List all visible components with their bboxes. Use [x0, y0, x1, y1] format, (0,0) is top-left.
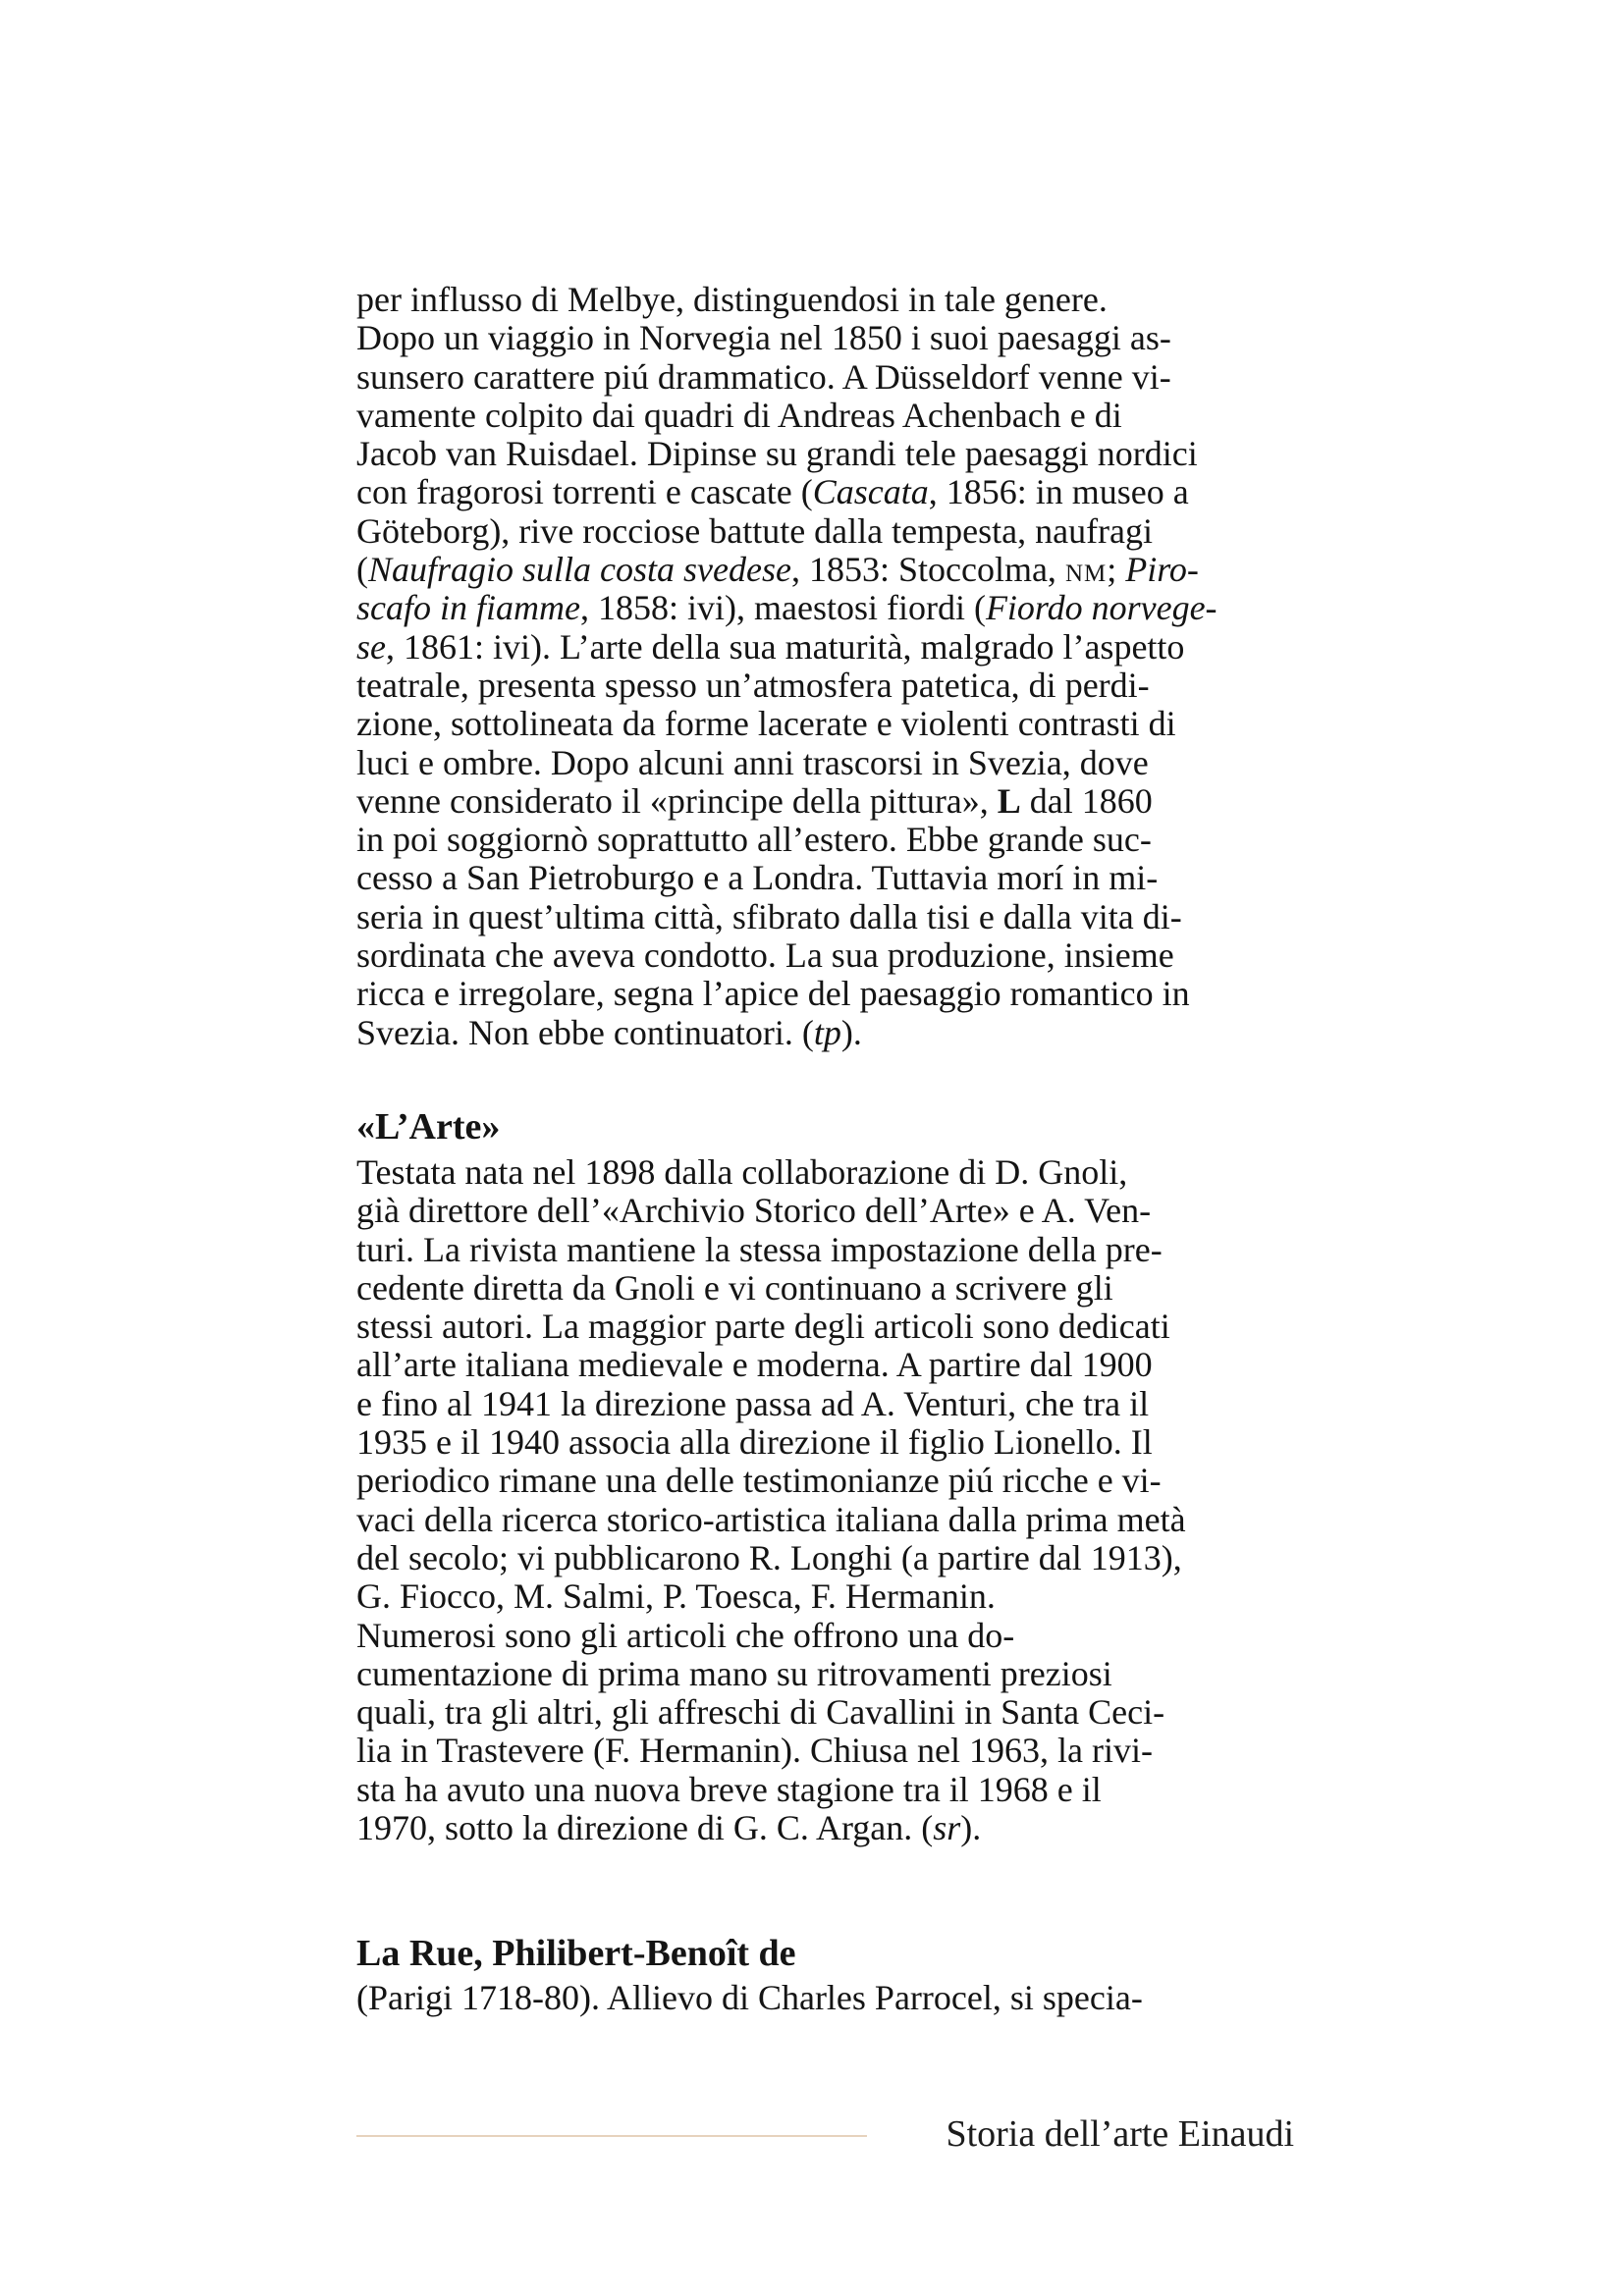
text-line: turi. La rivista mantiene la stessa impostazione della pre-	[356, 1229, 1163, 1269]
entry-heading: La Rue, Philibert-Benoît de	[356, 1933, 796, 1974]
text-line: , 1861: ivi). L’arte della sua maturità, malgrado l’aspetto	[386, 626, 1185, 667]
text-line: venne considerato il «principe della pittura»,	[356, 780, 998, 821]
entry-body-larue	[356, 1979, 1296, 2017]
text-line: sta ha avuto una nuova breve stagione tra il 1968 e il	[356, 1769, 1102, 1809]
text-line: , 1858: ivi), maestosi fiordi (	[579, 588, 986, 628]
text-line: ricca e irregolare, segna l’apice del paesaggio romantico in	[356, 974, 1190, 1014]
entry-heading-larte	[356, 1105, 1296, 1148]
text-line: 1935 e il 1940 associa alla direzione il figlio Lionello. Il	[356, 1422, 1153, 1463]
text-line: seria in quest’ultima città, sfibrato dalla tisi e dalla vita di-	[356, 896, 1182, 936]
text-line: , 1856: in museo a	[928, 472, 1189, 512]
text-line: sunsero carattere piú drammatico. A Düsseldorf venne vi-	[356, 356, 1171, 397]
entry-continuation-body	[356, 281, 1296, 1052]
author-initials: tp	[813, 1012, 841, 1052]
text-line: ).	[960, 1808, 982, 1848]
text-line: sordinata che aveva condotto. La sua produzione, insieme	[356, 935, 1174, 976]
text-line: (	[356, 550, 368, 590]
text-line: quali, tra gli altri, gli affreschi di Cavallini in Santa Ceci-	[356, 1692, 1165, 1733]
artwork-title: se	[356, 626, 386, 667]
entry-larue-body	[356, 1979, 1296, 2017]
artwork-title: Fiordo norvege-	[985, 588, 1217, 628]
text-line: dal 1860	[1020, 780, 1153, 821]
text-line: del secolo; vi pubblicarono R. Longhi (a partire dal 1913),	[356, 1537, 1182, 1577]
text-line: Göteborg), rive rocciose battute dalla tempesta, naufragi	[356, 510, 1154, 551]
entry-continuation	[356, 281, 1296, 1052]
footer-rule	[356, 2135, 867, 2137]
text-line: cesso a San Pietroburgo e a Londra. Tuttavia morí in mi-	[356, 858, 1159, 898]
entry-heading-larue	[356, 1932, 1296, 1975]
text-line: cedente diretta da Gnoli e vi continuano a scrivere gli	[356, 1267, 1113, 1308]
text-line: Numerosi sono gli articoli che offrono una do-	[356, 1615, 1015, 1655]
museum-abbreviation: nm	[1064, 550, 1108, 590]
text-line: periodico rimane una delle testimonianze piú ricche e vi-	[356, 1461, 1162, 1501]
text-line: zione, sottolineata da forme lacerate e violenti contrasti di	[356, 704, 1176, 744]
entry-larte-body	[356, 1153, 1296, 1847]
entry-heading: «L’Arte»	[356, 1106, 501, 1148]
text-line: lia in Trastevere (F. Hermanin). Chiusa nel 1963, la rivi-	[356, 1731, 1153, 1771]
text-line: Svezia. Non ebbe continuatori. (	[356, 1012, 814, 1052]
text-line: e fino al 1941 la direzione passa ad A. Venturi, che tra il	[356, 1383, 1150, 1423]
text-line: all’arte italiana medievale e moderna. A partire dal 1900	[356, 1345, 1153, 1385]
text-line: ).	[840, 1012, 862, 1052]
text-line: luci e ombre. Dopo alcuni anni trascorsi in Svezia, dove	[356, 742, 1149, 782]
artwork-title: scafo in fiamme	[356, 588, 580, 628]
text-line: già direttore dell’«Archivio Storico dell’Arte» e A. Ven-	[356, 1191, 1152, 1231]
text-line: teatrale, presenta spesso un’atmosfera patetica, di perdi-	[356, 665, 1150, 705]
text-line: 1970, sotto la direzione di G. C. Argan. (	[356, 1808, 934, 1848]
text-line: stessi autori. La maggior parte degli articoli sono dedicati	[356, 1307, 1170, 1347]
text-line: in poi soggiornò soprattutto all’estero. Ebbe grande suc-	[356, 820, 1152, 860]
text-line: con fragorosi torrenti e cascate (	[356, 472, 813, 512]
text-line: , 1853: Stoccolma,	[790, 550, 1065, 590]
text-line: cumentazione di prima mano su ritrovamenti preziosi	[356, 1653, 1112, 1693]
author-initials: sr	[933, 1808, 961, 1848]
entry-body-larte	[356, 1153, 1296, 1847]
footer-publication-title: Storia dell’arte Einaudi	[946, 2113, 1294, 2155]
entry-initial: L	[997, 780, 1021, 821]
text-line: vaci della ricerca storico-artistica italiana dalla prima metà	[356, 1499, 1186, 1539]
artwork-title: Cascata	[812, 472, 929, 512]
text-line: Jacob van Ruisdael. Dipinse su grandi tele paesaggi nordici	[356, 434, 1198, 474]
text-line: ;	[1107, 550, 1126, 590]
artwork-title: Naufragio sulla costa svedese	[368, 550, 791, 590]
text-line: G. Fiocco, M. Salmi, P. Toesca, F. Hermanin.	[356, 1576, 996, 1617]
text-line: per influsso di Melbye, distinguendosi in tale genere.	[356, 280, 1108, 319]
text-line: (Parigi 1718-80). Allievo di Charles Parrocel, si specia-	[356, 1978, 1143, 2017]
text-line: Testata nata nel 1898 dalla collaborazione di D. Gnoli,	[356, 1152, 1128, 1192]
text-line: vamente colpito dai quadri di Andreas Achenbach e di	[356, 395, 1122, 435]
text-line: Dopo un viaggio in Norvegia nel 1850 i suoi paesaggi as-	[356, 318, 1171, 358]
artwork-title: Piro-	[1125, 550, 1199, 590]
